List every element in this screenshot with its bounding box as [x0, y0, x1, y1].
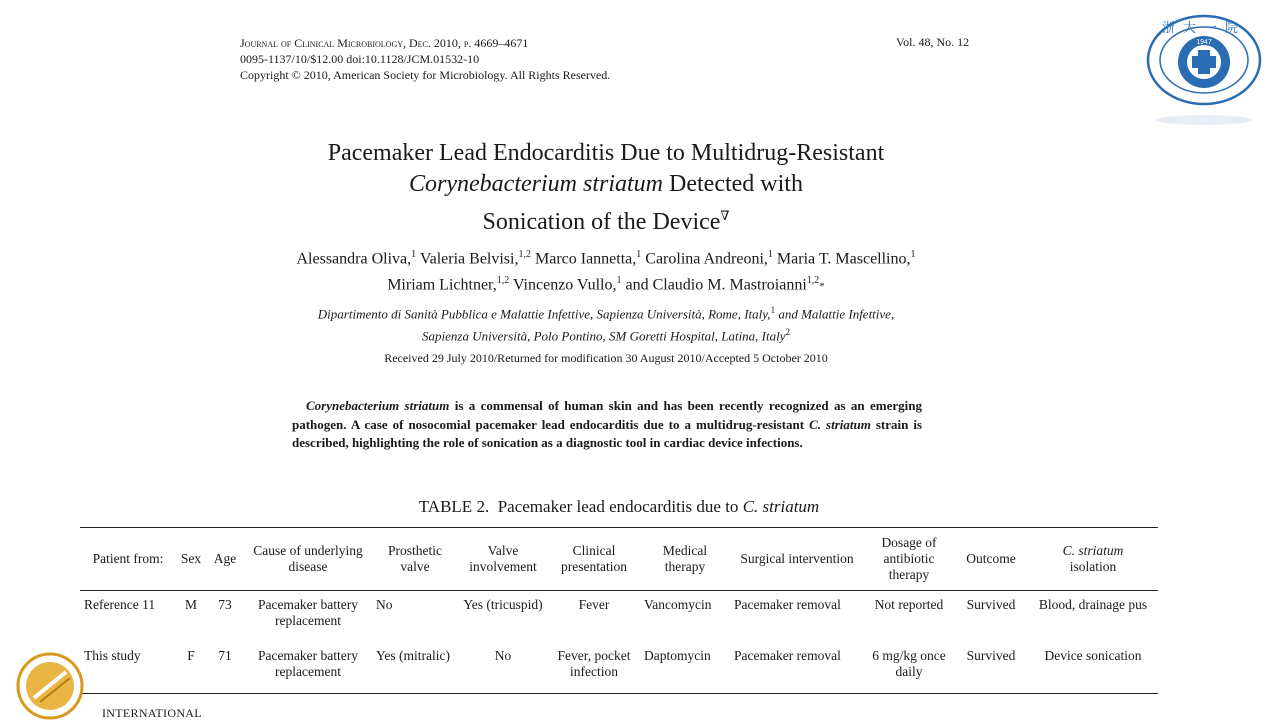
- corresponding-star: *: [819, 280, 825, 293]
- table-cell: No: [376, 597, 393, 612]
- author-affiliation-sup: 1,2: [496, 275, 510, 287]
- author-name: Alessandra Oliva,: [296, 250, 412, 268]
- author-name: Valeria Belvisi,: [416, 250, 519, 268]
- author-affiliation-sup: 1: [636, 249, 642, 260]
- title-line-1: Pacemaker Lead Endocarditis Due to Multidrug-Resistant: [327, 140, 885, 166]
- abstract: [292, 397, 922, 453]
- table-row: [80, 591, 1158, 643]
- title-line-3-text: Sonication of the Device: [482, 209, 721, 235]
- quality-logo: [14, 650, 92, 720]
- received-dates: Received 29 July 2010/Returned for modification 30 August 2010/Accepted 5 October 2010: [384, 351, 828, 365]
- table-cell: Vancomycin: [644, 597, 712, 612]
- affiliation-line-2: [240, 323, 972, 345]
- author-affiliation-sup: 1: [411, 249, 417, 260]
- affiliation-text-1-end: and Malattie Infettive,: [775, 306, 895, 322]
- table-cell: Daptomycin: [640, 642, 730, 694]
- volume-label: Vol. 48, No. 12: [896, 35, 970, 49]
- abstract-text-1: is a commensal of human skin and has been recently recognized as an emerging pathogen. A case of nosocomial pacemaker lead endocarditis due to a multidrug-resistant: [292, 398, 922, 432]
- affiliation-sup-2: 2: [785, 327, 790, 338]
- table-cell: Survived: [966, 597, 1016, 612]
- table-body: [80, 591, 1158, 694]
- affiliation-text-1: Dipartimento di Sanità Pubblica e Malattie Infettive, Sapienza Università, Rome, Italy,: [317, 306, 771, 322]
- affiliation-text-2: Sapienza Università, Polo Pontino, SM Goretti Hospital, Latina, Italy: [422, 328, 786, 344]
- table-cell: 71: [206, 642, 244, 694]
- title-line-2-rest: Detected with: [663, 171, 803, 197]
- author-name: Miriam Lichtner,: [387, 276, 497, 294]
- table-cell: Pacemaker battery replacement: [244, 642, 372, 694]
- table-cell: F: [176, 642, 206, 694]
- table-caption-organism: C. striatum: [742, 497, 820, 516]
- author-affiliation-sup: 1,2: [806, 275, 820, 287]
- logo-chinese-text: 浙大一院: [1161, 21, 1247, 36]
- issn-line: 0095-1137/10/$12.00 doi:10.1128/JCM.01532-10: [240, 52, 480, 66]
- author-name: Marco Iannetta,: [530, 250, 637, 268]
- table-cell: Fever: [578, 597, 610, 612]
- table-header-cell: Sex: [176, 528, 206, 591]
- affiliation-sup-1: 1: [770, 305, 776, 315]
- logo-year: 1947: [1196, 39, 1212, 46]
- table-header-cell: Age: [206, 528, 244, 591]
- author-affiliation-sup: 1: [616, 275, 622, 287]
- author-name: Vincenzo Vullo,: [509, 276, 617, 294]
- table-header-cell: Medical therapy: [640, 528, 730, 591]
- table-cell: No: [458, 642, 548, 694]
- author-list: [240, 244, 972, 298]
- journal-line: Journal of Clinical Microbiology, Dec. 2010, p. 4669–4671: [240, 36, 529, 50]
- copyright-line: Copyright © 2010, American Society for Microbiology. All Rights Reserved.: [240, 68, 611, 82]
- journal-header: [240, 35, 610, 83]
- title-line-2: [240, 169, 972, 200]
- table-header-row: [80, 528, 1158, 591]
- table-cell: Pacemaker removal: [730, 642, 864, 694]
- table-cell: Device sonication: [1028, 642, 1158, 694]
- author-affiliation-sup: 1: [910, 249, 916, 260]
- table-cell: M: [184, 597, 197, 612]
- table-cell: Fever, pocket infection: [548, 642, 640, 694]
- hospital-logo: [1140, 8, 1268, 128]
- table-caption: [80, 497, 1158, 517]
- footer-label: INTERNATIONAL: [102, 706, 202, 720]
- table-cell: 6 mg/kg once daily: [864, 642, 954, 694]
- table-header-cell: Outcome: [954, 528, 1028, 591]
- table-cell: Yes (tricuspid): [463, 597, 543, 612]
- case-table: [80, 527, 1158, 694]
- table-header-cell: Cause of underlying disease: [244, 528, 372, 591]
- table-cell: Not reported: [874, 597, 944, 612]
- title-line-3: [240, 200, 972, 238]
- author-line-2: [240, 270, 972, 297]
- table-cell: Blood, drainage pus: [1038, 597, 1148, 612]
- affiliation: [240, 301, 972, 346]
- table-row: [80, 642, 1158, 694]
- table-caption-prefix: TABLE 2.: [418, 497, 490, 516]
- table-header-cell: Prosthetic valve: [372, 528, 458, 591]
- table-cell: Pacemaker battery replacement: [257, 597, 359, 628]
- table-header-cell: Dosage of antibiotic therapy: [864, 528, 954, 591]
- author-affiliation-sup: 1: [767, 249, 773, 260]
- table-cell: Yes (mitralic): [372, 642, 458, 694]
- table-header-cell: Valve involvement: [458, 528, 548, 591]
- author-affiliation-sup: 1,2: [518, 249, 531, 260]
- table-header-cell: Surgical intervention: [730, 528, 864, 591]
- table-cell: Reference 11: [84, 597, 156, 612]
- author-line-1: [240, 244, 972, 270]
- paper-title: [240, 138, 972, 238]
- abstract-organism-2: C. striatum: [809, 416, 871, 432]
- table-cell: Pacemaker removal: [734, 597, 841, 612]
- abstract-organism: Corynebacterium striatum: [306, 398, 450, 413]
- table-cell: 73: [218, 597, 232, 612]
- table-caption-text: Pacemaker lead endocarditis due to: [497, 497, 743, 516]
- author-name: Maria T. Mascellino,: [772, 250, 911, 268]
- author-name: Carolina Andreoni,: [641, 250, 768, 268]
- title-organism: Corynebacterium striatum: [409, 171, 664, 197]
- affiliation-line-1: [240, 301, 972, 323]
- table-cell: This study: [80, 642, 176, 694]
- table-header-cell: C. striatum isolation: [1028, 528, 1158, 591]
- author-name: and Claudio M. Mastroianni: [621, 276, 807, 294]
- table-header-cell: Patient from:: [80, 528, 176, 591]
- table-header-cell: Clinical presentation: [548, 528, 640, 591]
- title-mark: ∇: [720, 208, 730, 223]
- table-cell: Survived: [954, 642, 1028, 694]
- abstract-text-2: strain is described, highlighting the role of sonication as a diagnostic tool in cardiac device infections.: [292, 416, 923, 450]
